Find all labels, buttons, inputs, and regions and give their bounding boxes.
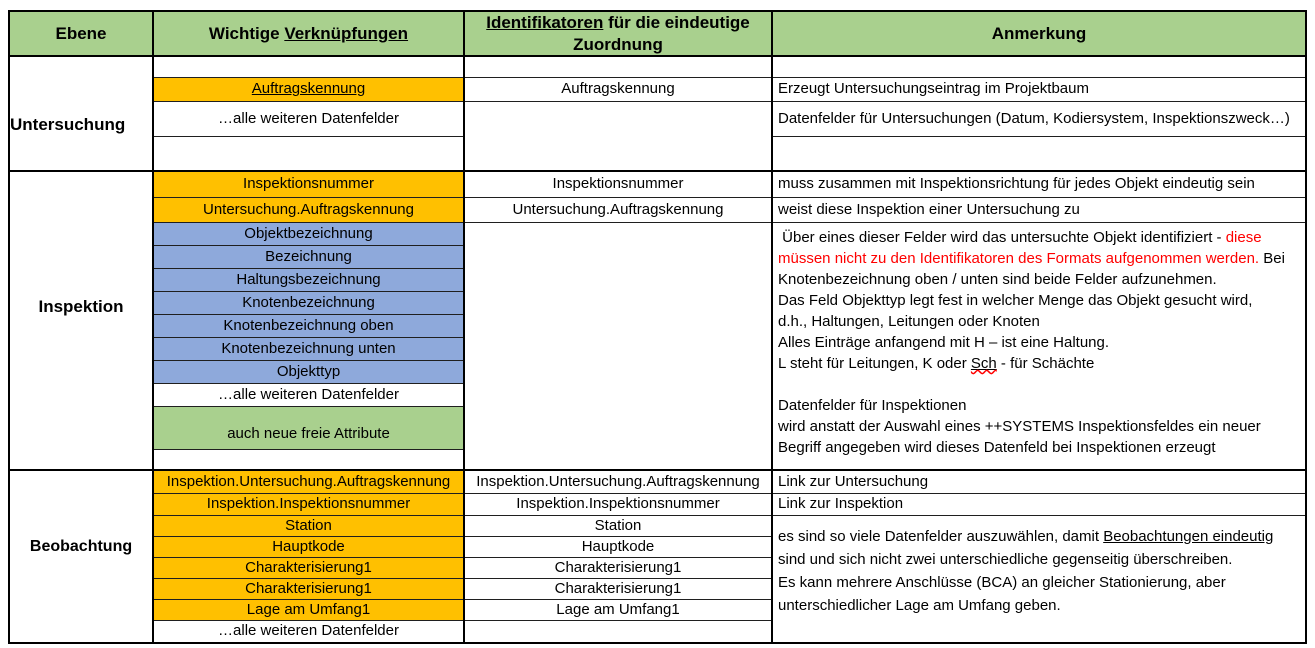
- cell-untersuchung-auftragskennung: Untersuchung.Auftragskennung: [154, 198, 463, 223]
- note-projektbaum: Erzeugt Untersuchungseintrag im Projektbaum: [773, 78, 1305, 102]
- note-line: Über eines dieser Felder wird das untersuchte Objekt identifiziert - diese: [778, 229, 1262, 246]
- note-eindeutig: muss zusammen mit Inspektionsrichtung für jedes Objekt eindeutig sein: [773, 172, 1305, 198]
- beobachtung-notes-column: [773, 471, 1305, 642]
- cell-weitere-datenfelder: …alle weiteren Datenfelder: [154, 102, 463, 137]
- note-link-untersuchung: Link zur Untersuchung: [773, 471, 1305, 494]
- empty-cell: [154, 137, 463, 170]
- header-cell-ebene: [10, 12, 154, 55]
- cell-hauptkode-id: Hauptkode: [465, 537, 771, 558]
- note-line: Knotenbezeichnung oben / unten sind beide Felder aufzunehmen.: [778, 271, 1217, 288]
- cell-inspektion-untersuchung-auftragskennung-id: Inspektion.Untersuchung.Auftragskennung: [465, 471, 771, 494]
- header-label-anmerkung: Anmerkung: [991, 23, 1087, 43]
- beobachtung-links-column: [154, 471, 465, 642]
- ebene-cell-inspektion: [10, 172, 154, 469]
- table-header-row: [10, 12, 1305, 57]
- note-line: Alles Einträge anfangend mit H – ist eine Haltung.: [778, 334, 1110, 351]
- cell-objektbezeichnung: Objektbezeichnung: [154, 223, 463, 246]
- inspektion-notes-column: [773, 172, 1305, 469]
- cell-lage-am-umfang1-id: Lage am Umfang1: [465, 600, 771, 621]
- header-label-identifikatoren: Identifikatoren für die eindeutige Zuordnung: [486, 13, 750, 54]
- header-cell-anmerkung: [773, 12, 1305, 55]
- cell-bezeichnung: Bezeichnung: [154, 246, 463, 269]
- note-blank-line: [778, 374, 1305, 395]
- header-label-verknuepfungen: Wichtige Verknüpfungen: [208, 23, 409, 43]
- cell-haltungsbezeichnung: Haltungsbezeichnung: [154, 269, 463, 292]
- cell-station-id: Station: [465, 516, 771, 537]
- inspektion-ids-column: [465, 172, 773, 469]
- ebene-label-beobachtung: Beobachtung: [29, 537, 133, 555]
- cell-auftragskennung-id: Auftragskennung: [465, 78, 771, 102]
- empty-cell: [154, 57, 463, 78]
- header-label-ebene: Ebene: [55, 23, 107, 43]
- cell-charakterisierung1-id-a: Charakterisierung1: [465, 558, 771, 579]
- note-zuweisung: weist diese Inspektion einer Untersuchung zu: [773, 198, 1305, 223]
- ebene-label-untersuchung: Untersuchung: [10, 115, 126, 134]
- ebene-label-inspektion: Inspektion: [38, 296, 124, 316]
- note-line: unterschiedlicher Lage am Umfang geben.: [778, 597, 1061, 614]
- inspektion-links-column: [154, 172, 465, 469]
- note-line: wird anstatt der Auswahl eines ++SYSTEMS Inspektionsfeldes ein neuer: [778, 418, 1261, 435]
- empty-cell: [465, 102, 771, 170]
- note-line: Das Feld Objekttyp legt fest in welcher Menge das Objekt gesucht wird,: [778, 292, 1253, 309]
- section-untersuchung: [10, 57, 1305, 172]
- cell-knotenbezeichnung-unten: Knotenbezeichnung unten: [154, 338, 463, 361]
- cell-weitere-datenfelder: …alle weiteren Datenfelder: [154, 384, 463, 407]
- cell-station: Station: [154, 516, 463, 537]
- cell-inspektion-untersuchung-auftragskennung: Inspektion.Untersuchung.Auftragskennung: [154, 471, 463, 494]
- cell-inspektion-inspektionsnummer-id: Inspektion.Inspektionsnummer: [465, 494, 771, 516]
- note-line: Datenfelder für Inspektionen: [778, 397, 967, 414]
- cell-untersuchung-auftragskennung-id: Untersuchung.Auftragskennung: [465, 198, 771, 223]
- note-line: Es kann mehrere Anschlüsse (BCA) an gleicher Stationierung, aber: [778, 574, 1226, 591]
- cell-objekttyp: Objekttyp: [154, 361, 463, 384]
- cell-freie-attribute: auch neue freie Attribute: [154, 407, 463, 450]
- note-link-inspektion: Link zur Inspektion: [773, 494, 1305, 516]
- note-line: müssen nicht zu den Identifikatoren des Formats aufgenommen werden. Bei: [778, 250, 1285, 267]
- note-line: es sind so viele Datenfelder auszuwählen, damit Beobachtungen eindeutig: [778, 528, 1274, 545]
- cell-weitere-datenfelder: …alle weiteren Datenfelder: [218, 622, 399, 640]
- cell-knotenbezeichnung: Knotenbezeichnung: [154, 292, 463, 315]
- note-line: Begriff angegeben wird dieses Datenfeld bei Inspektionen erzeugt: [778, 439, 1216, 456]
- empty-cell: [465, 223, 771, 469]
- ebene-cell-untersuchung: [10, 57, 154, 170]
- note-block-inspektion: [773, 223, 1305, 469]
- untersuchung-notes-column: [773, 57, 1305, 170]
- empty-cell: [465, 621, 771, 642]
- cell-inspektionsnummer: Inspektionsnummer: [154, 172, 463, 198]
- note-line: d.h., Haltungen, Leitungen oder Knoten: [778, 313, 1040, 330]
- note-line: sind und sich nicht zwei unterschiedliche gegenseitig überschreiben.: [778, 551, 1233, 568]
- cell-hauptkode: Hauptkode: [154, 537, 463, 558]
- header-cell-identifikatoren: [465, 12, 773, 55]
- beobachtung-ids-column: [465, 471, 773, 642]
- note-datenfelder-untersuchungen: Datenfelder für Untersuchungen (Datum, Kodiersystem, Inspektionszweck…): [773, 102, 1305, 137]
- cell-knotenbezeichnung-oben: Knotenbezeichnung oben: [154, 315, 463, 338]
- header-cell-verknuepfungen: [154, 12, 465, 55]
- cell-auftragskennung-link: Auftragskennung: [154, 78, 463, 102]
- empty-cell: [773, 57, 1305, 78]
- cell-charakterisierung1-id-b: Charakterisierung1: [465, 579, 771, 600]
- cell-inspektionsnummer-id: Inspektionsnummer: [465, 172, 771, 198]
- section-beobachtung: [10, 471, 1305, 642]
- ebene-cell-beobachtung: [10, 471, 154, 642]
- cell-lage-am-umfang1: Lage am Umfang1: [154, 600, 463, 621]
- empty-cell: [465, 57, 771, 78]
- note-block-beobachtung: [773, 516, 1305, 642]
- note-line: L steht für Leitungen, K oder Sch - für Schächte: [778, 355, 1095, 372]
- mapping-table: [8, 10, 1307, 644]
- cell-inspektion-inspektionsnummer: Inspektion.Inspektionsnummer: [154, 494, 463, 516]
- empty-cell: [154, 450, 463, 469]
- section-inspektion: [10, 172, 1305, 471]
- untersuchung-ids-column: [465, 57, 773, 170]
- cell-charakterisierung1-a: Charakterisierung1: [154, 558, 463, 579]
- empty-cell: [773, 137, 1305, 170]
- cell-charakterisierung1-b: Charakterisierung1: [154, 579, 463, 600]
- untersuchung-links-column: [154, 57, 465, 170]
